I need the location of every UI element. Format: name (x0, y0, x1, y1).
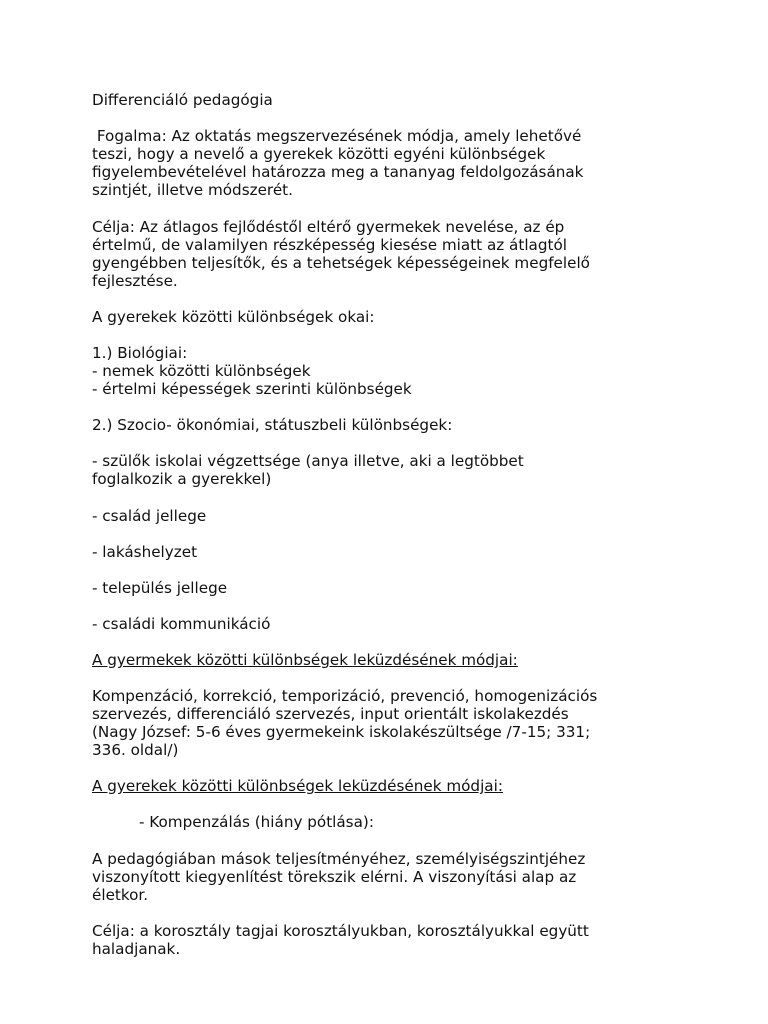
methods-paragraph: Kompenzáció, korrekció, temporizáció, prevenció, homogenizációs szervezés, differenciáló szervezés, input orientált iskolakezdés (Nagy József: 5-6 éves gyermekeink iskolakészültsége /7-15; 331; 336. oldal/) (92, 687, 598, 759)
pedagogy-paragraph: A pedagógiában mások teljesítményéhez, személyiségszintjéhez viszonyított kiegyenlítést törekszik elérni. A viszonyítási alap az életkor. (92, 850, 586, 904)
overcoming-heading-1: A gyermekek közötti különbségek leküzdésének módjai: (92, 651, 518, 669)
overcoming-heading-2: A gyerekek közötti különbségek leküzdésének módjai: (92, 777, 503, 795)
parents-education-item: - szülők iskolai végzettsége (anya illetve, aki a legtöbbet foglalkozik a gyerekkel) (92, 452, 524, 488)
document-title: Differenciáló pedagógia (92, 91, 273, 109)
housing-item: - lakáshelyzet (92, 543, 198, 561)
family-type-item: - család jellege (92, 507, 207, 525)
causes-heading: A gyerekek közötti különbségek okai: (92, 308, 375, 326)
compensation-item: - Kompenzálás (hiány pótlása): (139, 813, 374, 831)
settlement-item: - település jellege (92, 579, 228, 597)
goal-paragraph: Célja: Az átlagos fejlődéstől eltérő gyermekek nevelése, az ép értelmű, de valamilyen részképesség kiesése miatt az átlagtól gyengébben teljesítők, és a tehetségek képességeinek megfelelő fejlesztése. (92, 218, 590, 290)
goal-paragraph-2: Célja: a korosztály tagjai korosztályukban, korosztályukkal együtt haladjanak. (92, 922, 589, 958)
biological-list: 1.) Biológiai: - nemek közötti különbségek - értelmi képességek szerinti különbségek (92, 344, 412, 398)
definition-paragraph: Fogalma: Az oktatás megszervezésének módja, amely lehetővé teszi, hogy a nevelő a gyerekek közötti egyéni különbségek figyelembevételével határozza meg a tananyag feldolgozásának szintjét, illetve módszerét. (92, 127, 584, 199)
family-communication-item: - családi kommunikáció (92, 615, 271, 633)
socio-economic-heading: 2.) Szocio- ökonómiai, státuszbeli különbségek: (92, 416, 453, 434)
